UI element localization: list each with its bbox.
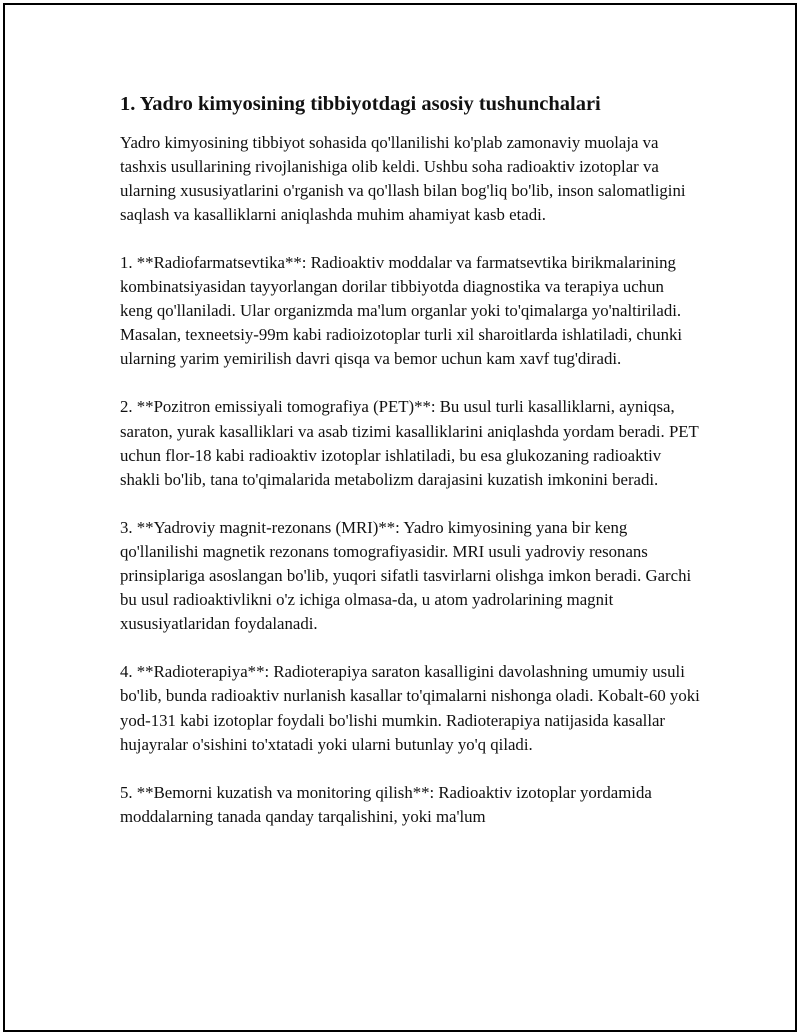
paragraph-mri: 3. **Yadroviy magnit-rezonans (MRI)**: Yadro kimyosining yana bir keng qo'llanilishi magnetik rezonans tomografiyasidir. MRI usuli yadroviy resonans prinsiplariga asoslangan bo'lib, yuqori sifatli tasvirlarni olishga imkon beradi. Garchi bu usul radioaktivlikni o'z ichiga olmasa-da, u atom yadrolarining magnit xususiyatlaridan foydalanadi. xyxy=(120,517,692,634)
paragraph-radioterapiya: 4. **Radioterapiya**: Radioterapiya saraton kasalligini davolashning umumiy usuli bo'lib, bunda radioaktiv nurlanish kasallar to'qimalarni nishonga oladi. Kobalt-60 yoki yod-131 kabi izotoplar foydali bo'lishi mumkin. Radioterapiya natijasida kasallar hujayralar o'sishini to'xtatadi yoki ularni butunlay yo'q qiladi. xyxy=(120,662,700,754)
paragraph-radiofarmatsevtika: 1. **Radiofarmatsevtika**: Radioaktiv moddalar va farmatsevtika birikmalarining kombinatsiyasidan tayyorlangan dorilar tibbiyotda diagnostika va terapiya uchun keng qo'llaniladi. Ular organizmda ma'lum organlar yoki to'qimalarga yo'naltiriladi. Masalan, texneetsiy-99m kabi radioizotoplar turli xil sharoitlarda ishlatiladi, chunki ularning yarim yemirilish davri qisqa va bemor uchun kam xavf tug'diradi. xyxy=(120,253,683,369)
document-page xyxy=(3,3,797,1032)
document-content xyxy=(120,91,700,853)
paragraph-pet: 2. **Pozitron emissiyali tomografiya (PET)**: Bu usul turli kasalliklarni, ayniqsa, saraton, yurak kasalliklari va asab tizimi kasalliklarini aniqlashda yordam beradi. PET uchun flor-18 kabi radioaktiv izotoplar ishlatiladi, bu esa glukozaning radioaktiv shakli bo'lib, tana to'qimalarida metabolizm darajasini kuzatish imkonini beradi. xyxy=(120,397,699,489)
paragraph-monitoring: 5. **Bemorni kuzatish va monitoring qilish**: Radioaktiv izotoplar yordamida moddalarning tanada qanday tarqalishini, yoki ma'lum xyxy=(120,782,652,826)
paragraph-intro: Yadro kimyosining tibbiyot sohasida qo'llanilishi ko'plab zamonaviy muolaja va tashxis usullarining rivojlanishiga olib keldi. Ushbu soha radioaktiv izotoplar va ularning xususiyatlarini o'rganish va qo'llash bilan bog'liq bo'lib, inson salomatligini saqlash va kasalliklarni aniqlashda muhim ahamiyat kasb etadi. xyxy=(120,132,686,224)
document-title: 1. Yadro kimyosining tibbiyotdagi asosiy tushunchalari xyxy=(120,93,601,115)
